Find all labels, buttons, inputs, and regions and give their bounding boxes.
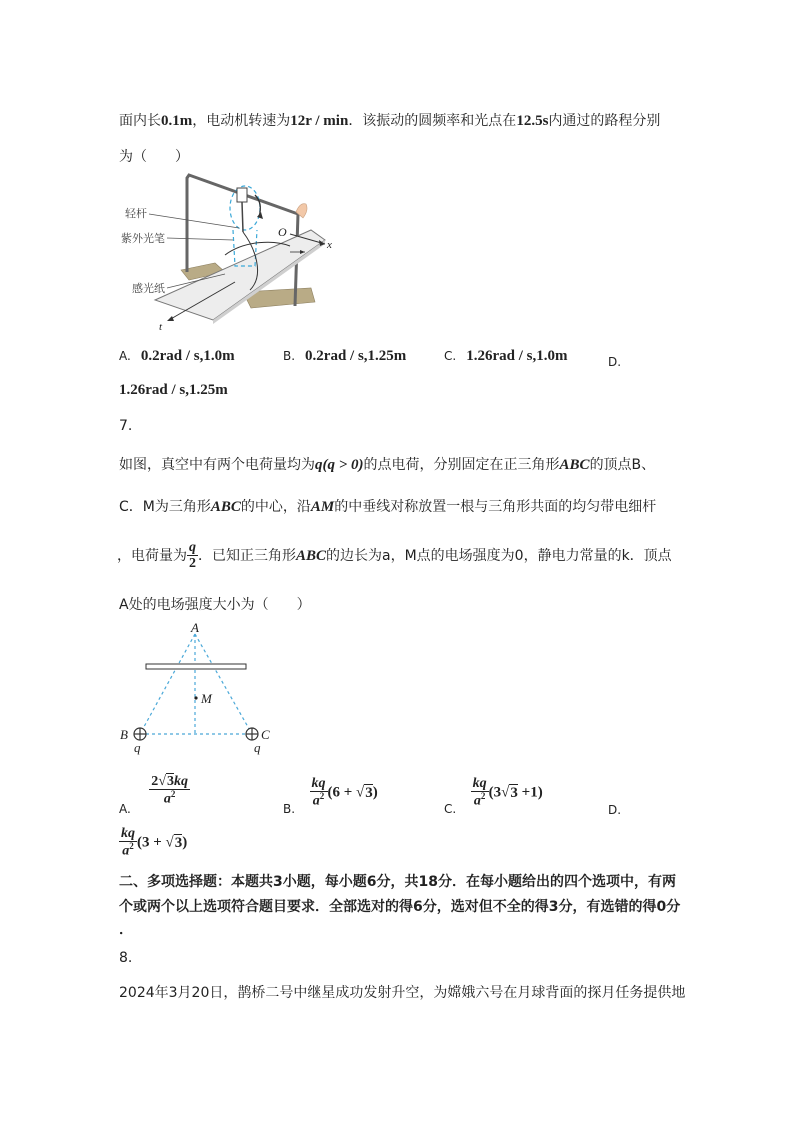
q6-figure [115, 170, 345, 340]
q6-line2: 为（ ） [119, 149, 189, 165]
axis-t: t [159, 321, 163, 333]
q6-line1: 面内长0.1m，电动机转速为12r / min．该振动的圆频率和光点在12.5s内通过的路程分别 [119, 113, 661, 129]
charge-b: q [134, 740, 141, 755]
q7-line1: 如图，真空中有两个电荷量均为q(q > 0)的点电荷，分别固定在正三角形ABC的顶点B、 [119, 457, 656, 473]
q7-option-d-value: $\frac{kq}{a^2}$ (3 + √3) [121, 826, 188, 860]
q6-option-c: C. 1.26rad / s,1.0m [444, 348, 568, 364]
section2-line3: ． [119, 922, 133, 938]
label-pen: 紫外光笔 [121, 233, 165, 245]
section2-line1: 二、多项选择题：本题共3小题，每小题6分，共18分．在每小题给出的四个选项中，有两 [119, 874, 676, 890]
q7-line2: C．M为三角形ABC的中心，沿AM的中垂线对称放置一根与三角形共面的均匀带电细杆 [119, 499, 657, 515]
vertex-a: A [191, 620, 199, 635]
q6-option-b: B. 0.2rad / s,1.25m [283, 348, 407, 364]
q7-option-a: A. $\frac{2√3kq}{a^2}$ [119, 774, 188, 816]
q7-option-d: D. [608, 803, 622, 817]
label-paper: 感光纸 [132, 283, 165, 295]
section2-line2: 个或两个以上选项符合题目要求．全部选对的得6分，选对但不全的得3分，有选错的得0分 [119, 899, 681, 915]
q6-option-a: A. 0.2rad / s,1.0m [119, 348, 235, 364]
vertex-b: B [120, 727, 128, 742]
label-rod: 轻杆 [125, 208, 147, 220]
center-m: M [201, 691, 212, 706]
axis-o: O [278, 225, 287, 239]
q7-option-c: C. $\frac{kq}{a^2}$ (3√3 +1) [444, 776, 543, 816]
q6-option-d-value: 1.26rad / s,1.25m [119, 382, 228, 398]
charge-fraction: $\frac{q}{2}$ [189, 540, 196, 572]
q7-line3: ，电荷量为 $\frac{q}{2}$ ．已知正三角形ABC的边长为a，M点的电场强度为0，静电力常量的k．顶点 [117, 540, 672, 572]
q6-option-d: D. [608, 355, 622, 369]
vertex-c: C [261, 727, 270, 742]
q7-line4: A处的电场强度大小为（ ） [119, 597, 311, 613]
charge-c: q [254, 740, 261, 755]
q7-figure [112, 618, 292, 758]
q7-option-b: B. $\frac{kq}{a^2}$ (6 + √3) [283, 776, 378, 816]
q7-number: 7. [119, 418, 133, 434]
axis-x: x [327, 239, 332, 251]
q8-line1: 2024年3月20日，鹊桥二号中继星成功发射升空，为嫦娥六号在月球背面的探月任务提供地 [119, 985, 686, 1001]
q8-number: 8. [119, 950, 133, 966]
